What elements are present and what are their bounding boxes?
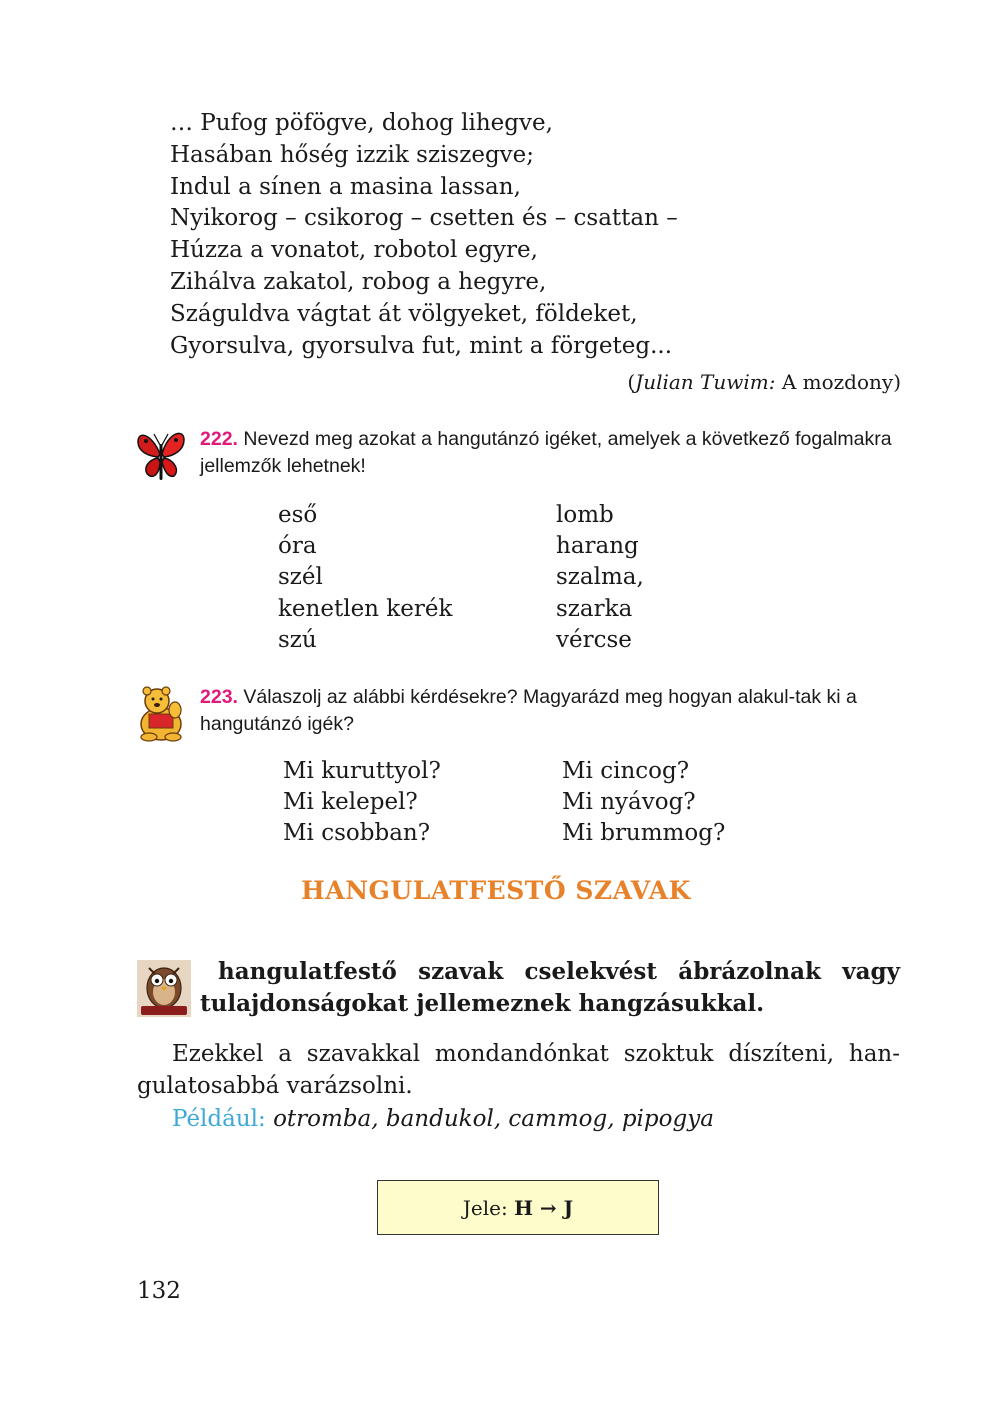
question-list-right (562, 756, 725, 850)
list-item: Mi brummog? (562, 820, 726, 847)
list-item: Mi nyávog? (562, 789, 696, 816)
rule-line: tulajdonságokat jellemeznek hangzásukkal. (200, 990, 765, 1017)
word-list-right (556, 500, 644, 656)
example-label: Például: (172, 1106, 266, 1132)
poem-line: Hasában hőség izzik sziszegve; (170, 141, 535, 168)
task-number: 223. (200, 686, 238, 708)
task-223 (200, 684, 900, 738)
poem-line: Nyikorog – csikorog – csetten és – csattan – (170, 205, 678, 232)
question-list-left (283, 756, 441, 850)
poem-line: Gyorsulva, gyorsulva fut, mint a förgeteg... (170, 332, 673, 359)
example-words: otromba, bandukol, cammog, pipogya (265, 1106, 714, 1132)
list-item: szalma, (556, 564, 644, 591)
list-item: szarka (556, 595, 633, 622)
list-item: Mi kelepel? (283, 789, 418, 816)
list-item: eső (278, 502, 318, 528)
paragraph-line: Ezekkel a szavakkal mondandónkat szoktuk díszíteni, han- (172, 1041, 900, 1067)
bear-icon (135, 684, 187, 742)
notation-value: H → J (514, 1195, 574, 1220)
list-item: Mi csobban? (283, 820, 431, 847)
notation-box (377, 1180, 659, 1235)
task-number: 222. (200, 428, 238, 450)
poem-line: Zihálva zakatol, robog a hegyre, (170, 268, 547, 295)
explanation-paragraph (137, 1038, 900, 1102)
butterfly-icon (134, 426, 188, 484)
page-number: 132 (137, 1278, 181, 1304)
section-heading: HANGULATFESTŐ SZAVAK (301, 876, 691, 905)
list-item: vércse (556, 626, 632, 653)
list-item: harang (556, 533, 639, 560)
task-222 (200, 426, 900, 480)
definition-rule (200, 956, 900, 1020)
attribution-open: ( (627, 370, 636, 394)
poem-attribution (627, 370, 901, 394)
poem-line: Húzza a vonatot, robotol egyre, (170, 237, 538, 264)
rule-line: hangulatfestő szavak cselekvést ábrázolnak vagy (218, 958, 900, 985)
attribution-author: Julian Tuwim: (635, 370, 776, 394)
word-list-left (278, 500, 452, 656)
owl-icon (137, 960, 191, 1017)
list-item: óra (278, 533, 317, 560)
poem (170, 108, 905, 362)
list-item: lomb (556, 502, 614, 528)
task-text: Nevezd meg azokat a hangutánzó igéket, amelyek a következő fogalmakra jellemzők lehetnek! (200, 428, 892, 477)
list-item: Mi kuruttyol? (283, 758, 441, 784)
poem-line: … Pufog pöfögve, dohog lihegve, (170, 110, 553, 136)
notation-label: Jele: (462, 1195, 508, 1220)
example-line (172, 1106, 714, 1132)
list-item: szú (278, 626, 317, 653)
poem-line: Száguldva vágtat át völgyeket, földeket, (170, 300, 638, 327)
attribution-title: A mozdony) (775, 370, 901, 394)
list-item: Mi cincog? (562, 758, 690, 784)
task-text: Válaszolj az alábbi kérdésekre? Magyarázd meg hogyan alakul-tak ki a hangutánzó igék? (200, 686, 857, 735)
list-item: szél (278, 564, 323, 591)
poem-line: Indul a sínen a masina lassan, (170, 173, 521, 200)
paragraph-line: gulatosabbá varázsolni. (137, 1073, 413, 1099)
list-item: kenetlen kerék (278, 595, 453, 622)
